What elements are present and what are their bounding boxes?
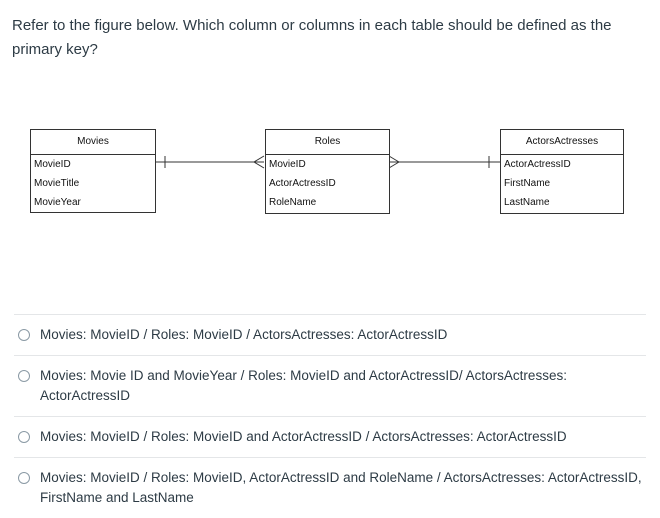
column-name: ActorActressID xyxy=(504,159,571,170)
answer-option[interactable] xyxy=(14,416,646,457)
question-text: Refer to the figure below. Which column or columns in each table should be defined as the primary key? xyxy=(12,17,612,58)
column-name: MovieID xyxy=(34,159,71,170)
radio-button[interactable] xyxy=(18,370,30,382)
radio-button[interactable] xyxy=(18,329,30,341)
table-movies xyxy=(30,129,156,213)
relationship-actors-roles xyxy=(389,156,500,168)
radio-button[interactable] xyxy=(18,472,30,484)
radio-button[interactable] xyxy=(18,431,30,443)
answer-option[interactable] xyxy=(14,457,646,518)
option-label: Movies: MovieID / Roles: MovieID and ActorActressID / ActorsActresses: ActorActressID xyxy=(40,429,567,444)
column-name: RoleName xyxy=(269,197,317,208)
column-name: MovieYear xyxy=(34,197,81,208)
option-label: Movies: MovieID / Roles: MovieID / ActorsActresses: ActorActressID xyxy=(40,327,448,342)
column-name: MovieID xyxy=(269,159,306,170)
option-label: Movies: Movie ID and MovieYear / Roles: MovieID and ActorActressID/ ActorsActresses: ActorActressID xyxy=(40,368,567,403)
table-title: Movies xyxy=(31,130,155,155)
column-name: ActorActressID xyxy=(269,178,336,189)
answer-options xyxy=(14,314,646,518)
answer-option[interactable] xyxy=(14,355,646,416)
table-actors-actresses xyxy=(500,129,624,214)
column-name: FirstName xyxy=(504,178,551,189)
table-roles xyxy=(265,129,390,214)
column-name: MovieTitle xyxy=(34,178,80,189)
table-title: Roles xyxy=(266,130,389,155)
relationship-movies-roles xyxy=(155,156,264,168)
table-title: ActorsActresses xyxy=(501,130,623,155)
column-name: LastName xyxy=(504,197,550,208)
answer-option[interactable] xyxy=(14,314,646,355)
option-label: Movies: MovieID / Roles: MovieID, ActorActressID and RoleName / ActorsActresses: ActorActressID, FirstName and LastName xyxy=(40,470,642,505)
